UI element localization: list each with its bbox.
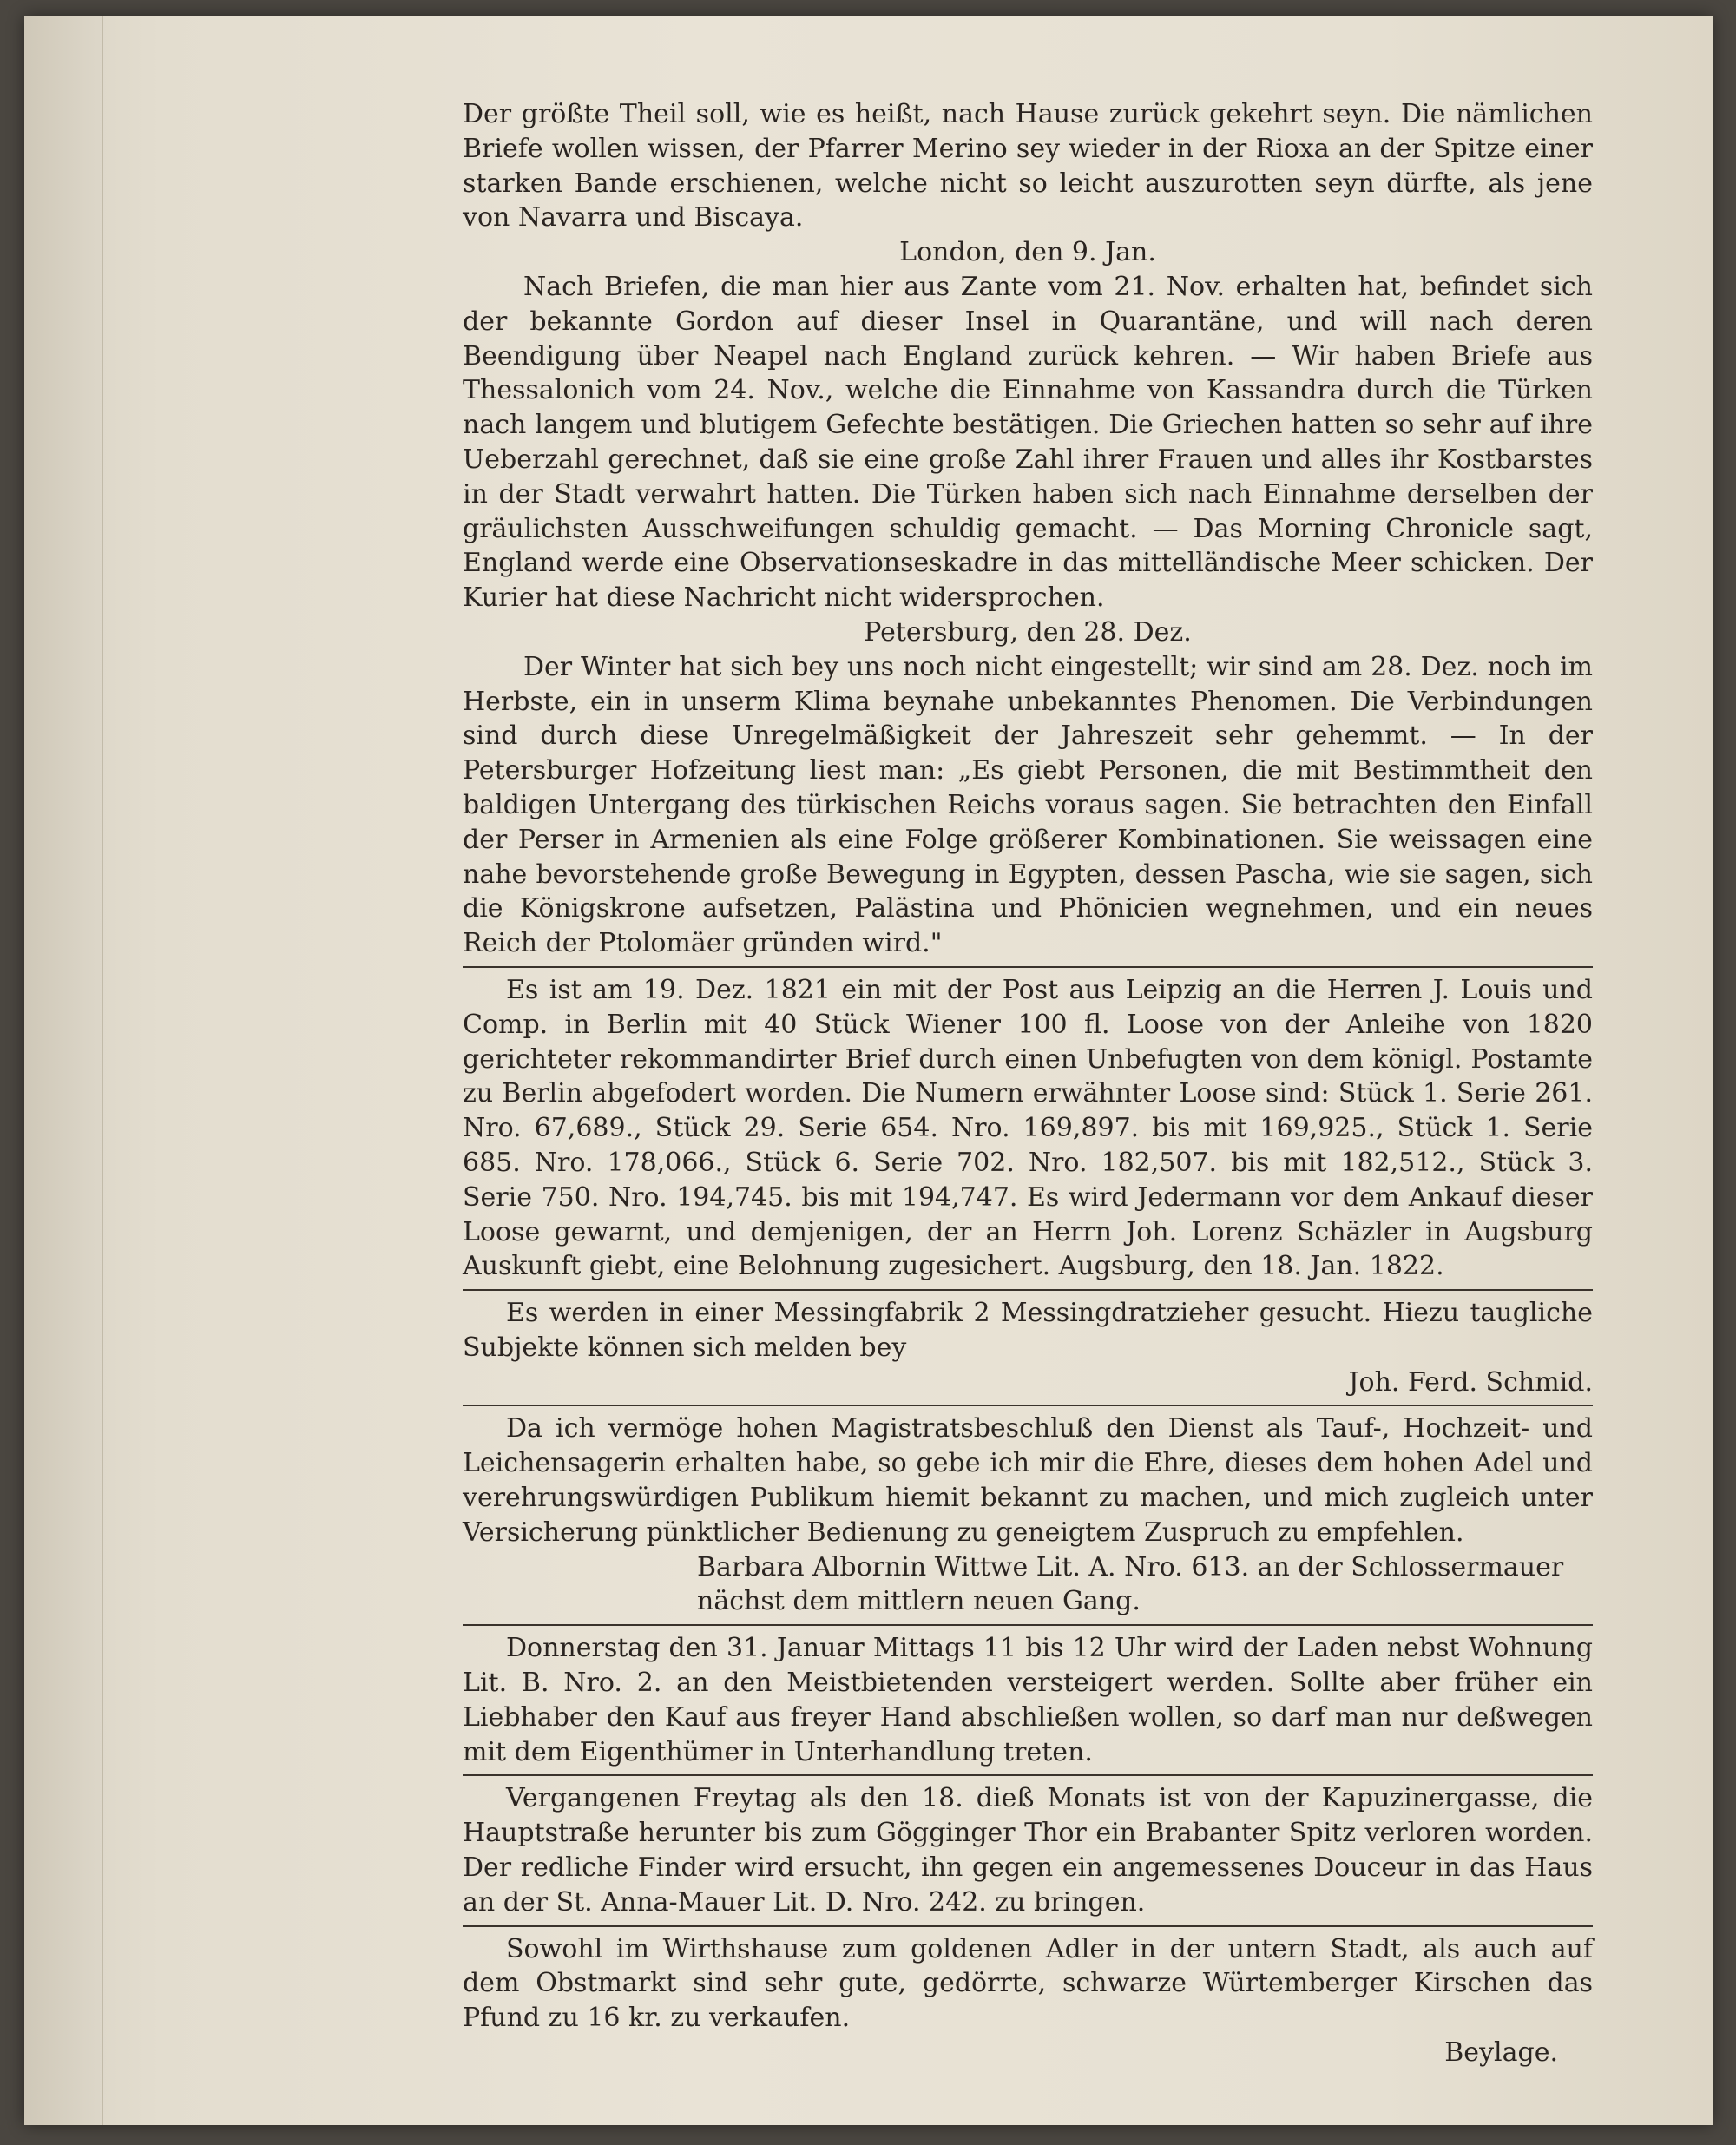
divider [463, 1289, 1593, 1291]
divider [463, 1925, 1593, 1927]
petersburg-dateline: Petersburg, den 28. Dez. [864, 616, 1192, 648]
divider [463, 966, 1593, 968]
ad-cherries-text: Sowohl im Wirthshause zum goldenen Adler in der untern Stadt, als auch auf dem Obstmarkt sind sehr gute, gedörrte, schwarze Würtemberger Kirschen das Pfund zu 16 kr. zu verkaufen. [463, 1933, 1593, 2034]
ad-announcer [463, 1411, 1593, 1619]
ad-lost-dog-text: Vergangenen Freytag als den 18. dieß Monats ist von der Kapuzinergasse, die Hauptstraße herunter bis zum Gögginger Thor ein Brabanter Spitz verloren worden. Der redliche Finder wird ersucht, ihn gegen ein angemessenes Douceur in das Haus an der St. Anna-Mauer Lit. D. Nro. 242. zu bringen. [463, 1783, 1593, 1918]
ad-announcer-text: Da ich vermöge hohen Magistratsbeschluß den Dienst als Tauf-, Hochzeit- und Leichensagerin erhalten habe, so gebe ich mir die Ehre, dieses dem hohen Adel und verehrungswürdigen Publikum hiemit bekannt zu machen, und mich zugleich unter Versicherung pünktlicher Bedienung zu geneigtem Zuspruch zu empfehlen. [463, 1413, 1593, 1548]
divider [463, 1405, 1593, 1406]
ad-brass-text: Es werden in einer Messingfabrik 2 Messingdratzieher gesucht. Hiezu taugliche Subjekte können sich melden bey [463, 1298, 1593, 1363]
divider [463, 1774, 1593, 1776]
signature-line-1: Barbara Albornin Wittwe Lit. A. Nro. 613. an der Schlossermauer [697, 1551, 1564, 1582]
page-edge [24, 16, 103, 2125]
ad-auction-text: Donnerstag den 31. Januar Mittags 11 bis 12 Uhr wird der Laden nebst Wohnung Lit. B. Nro. 2. an den Meistbietenden versteigert werden. Sollte aber früher ein Liebhaber den Kauf aus freyer Hand abschließen wollen, so darf man nur deßwegen mit dem Eigenthümer in Unterhandlung treten. [463, 1633, 1593, 1767]
london-dateline: London, den 9. Jan. [899, 237, 1156, 268]
divider [463, 1624, 1593, 1626]
ad-auction [463, 1631, 1593, 1769]
page-text-column [463, 97, 1593, 2070]
ad-announcer-signature [697, 1550, 1593, 1620]
signature-line-2: nächst dem mittlern neuen Gang. [697, 1586, 1141, 1617]
ad-lost-dog [463, 1781, 1593, 1919]
news-intro: Der größte Theil soll, wie es heißt, nach Hause zurück gekehrt seyn. Die nämlichen Briefe wollen wissen, der Pfarrer Merino sey wieder in der Rioxa an der Spitze einer starken Bande erschienen, welche nicht so leicht auszurotten seyn dürfte, als jene von Navarra und Biscaya. [463, 99, 1593, 234]
ad-cherries [463, 1932, 1593, 2036]
london-report: Nach Briefen, die man hier aus Zante vom 21. Nov. erhalten hat, befindet sich der bekannte Gordon auf dieser Insel in Quarantäne, und will nach deren Beendigung über Neapel nach England zurück kehren. — Wir haben Briefe aus Thessalonich vom 24. Nov., welche die Einnahme von Kassandra durch die Türken nach langem und blutigem Gefechte bestätigen. Die Griechen hatten so sehr auf ihre Ueberzahl gerechnet, daß sie eine große Zahl ihrer Frauen und alles ihr Kostbarstes in der Stadt verwahrt hatten. Die Türken haben sich nach Einnahme derselben der gräulichsten Ausschweifungen schuldig gemacht. — Das Morning Chronicle sagt, England werde eine Observationseskadre in das mittelländische Meer schicken. Der Kurier hat diese Nachricht nicht widersprochen. [463, 271, 1593, 614]
petersburg-report: Der Winter hat sich bey uns noch nicht eingestellt; wir sind am 28. Dez. noch im Herbste, ein in unserm Klima beynahe unbekanntes Phenomen. Die Verbindungen sind durch diese Unregelmäßigkeit der Jahreszeit sehr gehemmt. — In der Petersburger Hofzeitung liest man: „Es giebt Personen, die mit Bestimmtheit den baldigen Untergang des türkischen Reichs voraus sagen. Sie betrachten den Einfall der Perser in Armenien als eine Folge größerer Kombinationen. Sie weissagen eine nahe bevorstehende große Bewegung in Egypten, dessen Pascha, wie sie sagen, sich die Königskrone aufsetzen, Palästina und Phönicien wegnehmen, und ein neues Reich der Ptolomäer gründen wird." [463, 651, 1593, 959]
ad-lottery [463, 973, 1593, 1284]
ad-brass-workers [463, 1296, 1593, 1399]
catchword: Beylage. [1444, 2037, 1558, 2069]
ad-lottery-text: Es ist am 19. Dez. 1821 ein mit der Post aus Leipzig an die Herren J. Louis und Comp. in Berlin mit 40 Stück Wiener 100 fl. Loose von der Anleihe von 1820 gerichteter rekommandirter Brief durch einen Unbefugten von dem königl. Postamte zu Berlin abgefodert worden. Die Numern erwähnter Loose sind: Stück 1. Serie 261. Nro. 67,689., Stück 29. Serie 654. Nro. 169,897. bis mit 169,925., Stück 1. Serie 685. Nro. 178,066., Stück 6. Serie 702. Nro. 182,507. bis mit 182,512., Stück 3. Serie 750. Nro. 194,745. bis mit 194,747. Es wird Jedermann vor dem Ankauf dieser Loose gewarnt, und demjenigen, der an Herrn Joh. Lorenz Schäzler in Augsburg Auskunft giebt, eine Belohnung zugesichert. Augsburg, den 18. Jan. 1822. [463, 974, 1593, 1282]
ad-brass-signature: Joh. Ferd. Schmid. [1348, 1366, 1593, 1398]
